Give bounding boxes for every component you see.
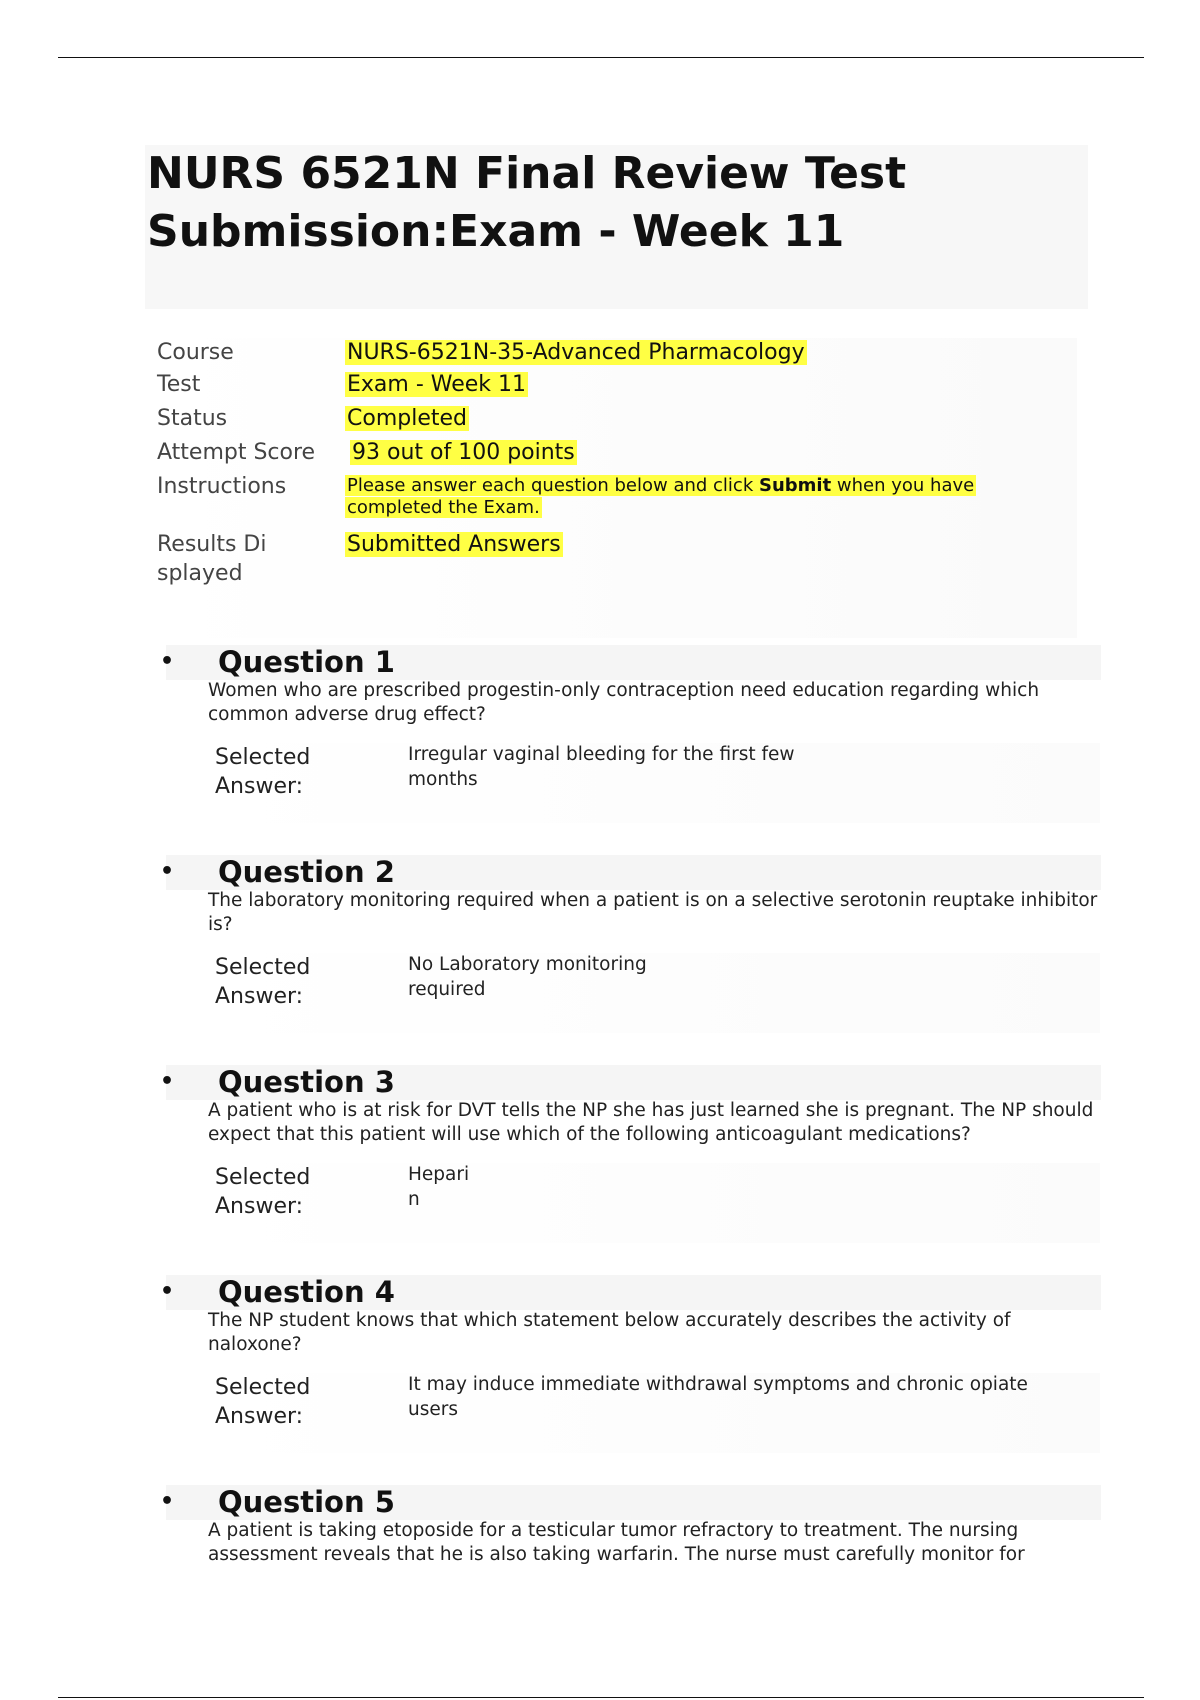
- question-text: The laboratory monitoring required when a patient is on a selective serotonin reuptake inhibitor is?: [208, 890, 1098, 935]
- answer-box: [208, 953, 1100, 1033]
- status-value: Completed: [347, 406, 467, 431]
- page-title: NURS 6521N Final Review Test Submission:Exam - Week 11: [147, 148, 907, 257]
- question-title: Question 5: [218, 1485, 395, 1519]
- bullet: •: [160, 1489, 175, 1514]
- selected-answer-value: No Laboratory monitoring required: [408, 954, 647, 1000]
- question-text: The NP student knows that which statement below accurately describes the activity of naloxone?: [208, 1310, 1011, 1355]
- selected-answer-value: Irregular vaginal bleeding for the first few months: [408, 744, 795, 790]
- selected-answer-value: Heparin: [408, 1164, 470, 1210]
- meta-label: Status: [157, 406, 228, 431]
- meta-label: Course: [157, 340, 234, 365]
- question-title: Question 3: [218, 1065, 395, 1099]
- course-value: NURS-6521N-35-Advanced Pharmacology: [347, 340, 805, 365]
- answer-box: [208, 743, 1100, 823]
- results-value: Submitted Answers: [347, 532, 561, 557]
- selected-answer-label: Selected Answer:: [215, 745, 311, 799]
- instructions-value: [345, 475, 1045, 519]
- bullet: •: [160, 649, 175, 674]
- meta-label: Results Displayed: [157, 532, 267, 586]
- bullet: •: [160, 859, 175, 884]
- meta-label: Test: [157, 372, 201, 397]
- selected-answer-label: Selected Answer:: [215, 1375, 311, 1429]
- meta-value: [345, 370, 528, 399]
- question-text: A patient who is at risk for DVT tells the NP she has just learned she is pregnant. The NP should expect that this patient will use which of the following anticoagulant medications?: [208, 1100, 1094, 1145]
- meta-value: [345, 338, 807, 367]
- meta-value: [350, 438, 577, 467]
- question-title: Question 1: [218, 645, 395, 679]
- question-title: Question 4: [218, 1275, 395, 1309]
- answer-box: [208, 1163, 1100, 1243]
- instructions-pre: Please answer each question below and click: [347, 475, 759, 496]
- bottom-rule: [58, 1697, 1144, 1698]
- title-block: [145, 145, 1088, 309]
- submit-keyword: Submit: [758, 475, 832, 496]
- question-text: A patient is taking etoposide for a testicular tumor refractory to treatment. The nursing assessment reveals that he is also taking warfarin. The nurse must carefully monitor for: [208, 1520, 1025, 1565]
- meta-label: Attempt Score: [157, 440, 316, 465]
- meta-label: Instructions: [157, 474, 287, 499]
- bullet: •: [160, 1069, 175, 1094]
- selected-answer-label: Selected Answer:: [215, 955, 311, 1009]
- instructions-post: when you have completed the Exam.: [347, 475, 975, 518]
- score-value: 93 out of 100 points: [352, 440, 575, 465]
- meta-value: [345, 530, 563, 559]
- question-text: Women who are prescribed progestin-only contraception need education regarding which common adverse drug effect?: [208, 680, 1040, 725]
- meta-value: [345, 404, 469, 433]
- bullet: •: [160, 1279, 175, 1304]
- answer-box: [208, 1373, 1100, 1453]
- selected-answer-label: Selected Answer:: [215, 1165, 311, 1219]
- instructions-text: [345, 475, 976, 518]
- selected-answer-value: It may induce immediate withdrawal symptoms and chronic opiate users: [408, 1374, 1028, 1420]
- test-value: Exam - Week 11: [347, 372, 527, 397]
- top-rule: [58, 57, 1144, 58]
- question-title: Question 2: [218, 855, 395, 889]
- submission-details: [157, 338, 1077, 638]
